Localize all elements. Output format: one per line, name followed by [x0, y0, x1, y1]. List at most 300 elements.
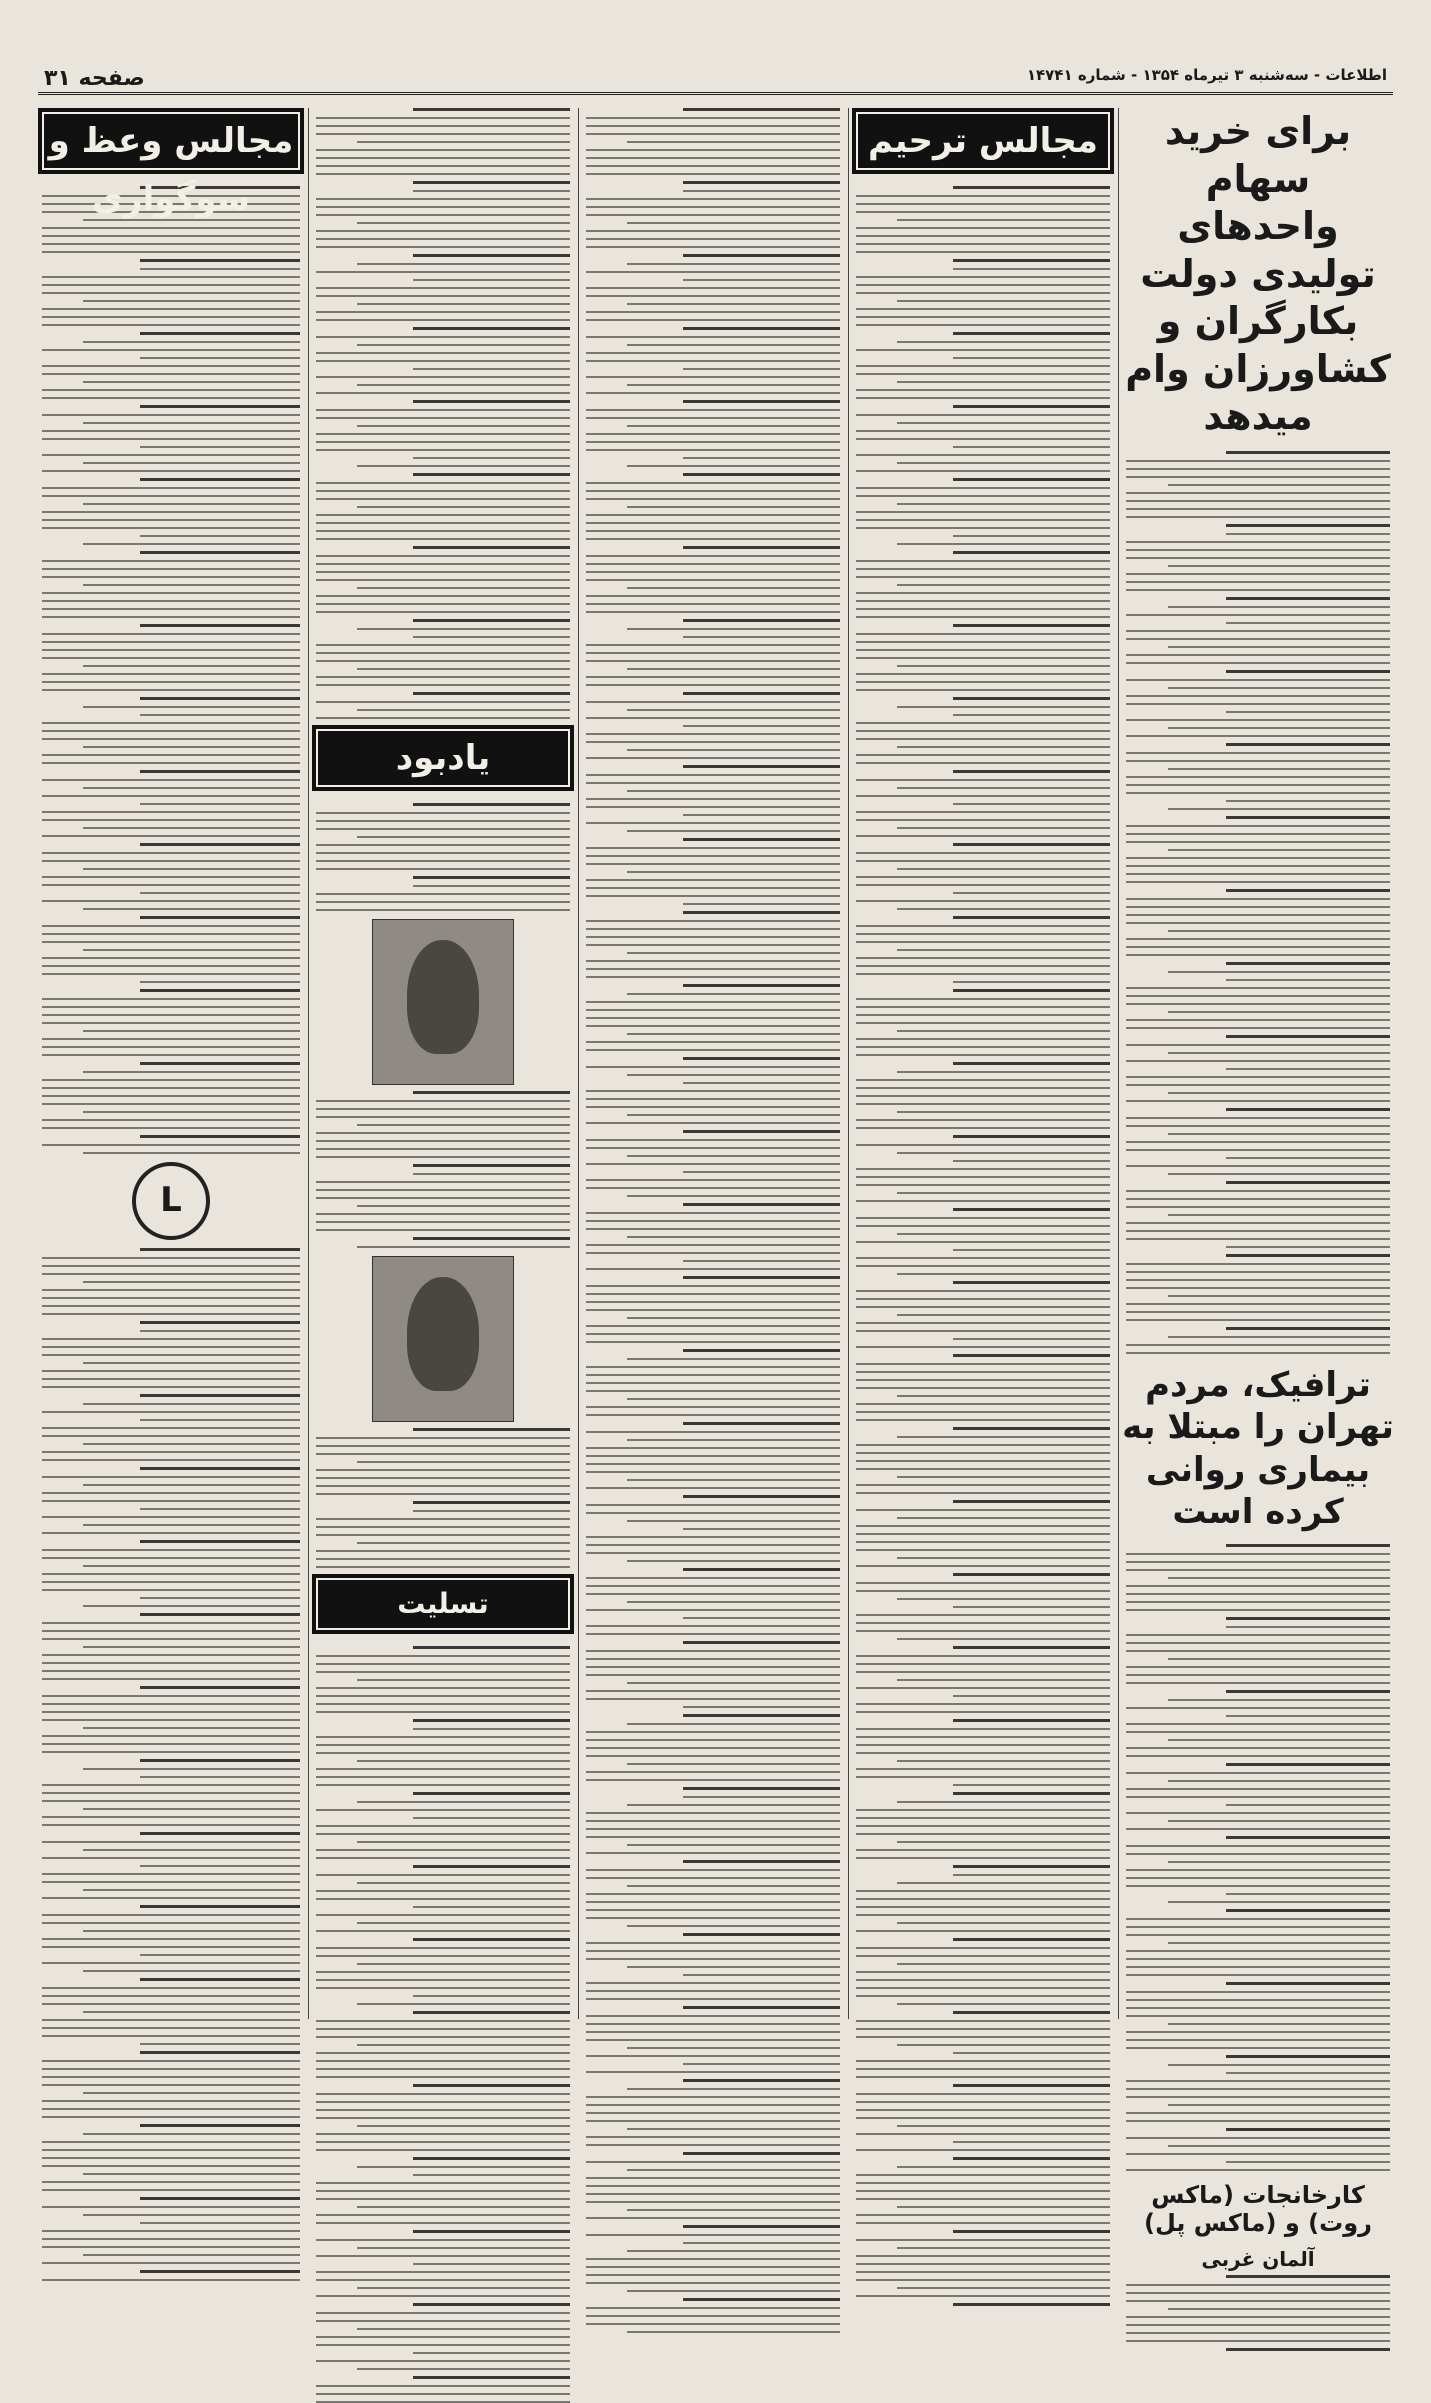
text-line [586, 1431, 840, 1433]
text-line [140, 803, 300, 805]
text-line [586, 1212, 840, 1214]
text-line [683, 181, 840, 184]
text-line [316, 1695, 570, 1697]
text-line [316, 2239, 570, 2241]
text-line [627, 2128, 840, 2130]
text-line [42, 2157, 300, 2159]
text-line [1126, 1287, 1390, 1289]
text-line [1126, 589, 1390, 591]
text-line [42, 965, 300, 967]
text-line [1126, 492, 1390, 494]
text-line [856, 1217, 1110, 1219]
text-line [1126, 1601, 1390, 1603]
text-line [1226, 1157, 1390, 1159]
text-line [357, 709, 570, 711]
text-line [83, 1646, 300, 1648]
text-line [953, 1135, 1110, 1138]
text-line [586, 1049, 840, 1051]
text-line [140, 843, 300, 846]
text-line [856, 1492, 1110, 1494]
text-line [42, 1711, 300, 1713]
text-line [42, 365, 300, 367]
text-line [627, 709, 840, 711]
text-line [1126, 1149, 1390, 1151]
text-line [357, 425, 570, 427]
text-line [1126, 1311, 1390, 1313]
text-line [586, 1950, 840, 1952]
text-line [1168, 565, 1390, 567]
text-line [357, 1124, 570, 1126]
text-line [586, 1471, 840, 1473]
text-line [1126, 1553, 1390, 1555]
text-line [316, 1874, 570, 1876]
text-line [856, 1468, 1110, 1470]
text-line [42, 438, 300, 440]
text-line [586, 1633, 840, 1635]
text-line [316, 563, 570, 565]
text-line [586, 360, 840, 362]
text-line [42, 1800, 300, 1802]
text-line [586, 782, 840, 784]
text-line [357, 1801, 570, 1803]
text-line [316, 538, 570, 540]
text-line [953, 714, 1110, 716]
text-line [316, 2385, 570, 2387]
text-line [586, 1001, 840, 1003]
text-line [683, 1057, 840, 1060]
text-line [856, 203, 1110, 205]
text-line [316, 1221, 570, 1223]
text-line [140, 714, 300, 716]
text-line [83, 1071, 300, 1073]
text-line [897, 1152, 1110, 1154]
text-line [83, 341, 300, 343]
text-line [1126, 2120, 1390, 2122]
headline-loans: برای خرید سهام واحدهای تولیدی دولت بکارگران و کشاورزان وام میدهد [1125, 109, 1391, 438]
text-line [897, 1638, 1110, 1640]
text-line [1226, 800, 1390, 802]
text-line [856, 292, 1110, 294]
text-line [627, 1479, 840, 1481]
text-line [586, 741, 840, 743]
text-line [683, 457, 840, 459]
text-line [683, 279, 840, 281]
text-line [856, 973, 1110, 975]
text-line [1226, 597, 1390, 600]
text-line [627, 1195, 840, 1197]
text-line [683, 190, 840, 192]
text-line [856, 454, 1110, 456]
text-line [1168, 849, 1390, 851]
text-line [357, 1246, 570, 1248]
text-line [627, 668, 840, 670]
text-line [586, 1609, 840, 1611]
notices-list [312, 108, 574, 719]
text-line [856, 738, 1110, 740]
text-line [83, 584, 300, 586]
text-line [42, 1987, 300, 1989]
text-line [316, 1197, 570, 1199]
text-line [357, 2368, 570, 2370]
text-line [140, 989, 300, 992]
text-line [316, 1768, 570, 1770]
text-line [1168, 1901, 1390, 1903]
text-line [586, 579, 840, 581]
text-line [953, 1784, 1110, 1786]
text-line [316, 198, 570, 200]
text-line [586, 1041, 840, 1043]
text-line [586, 2274, 840, 2276]
text-line [897, 949, 1110, 951]
text-line [953, 1719, 1110, 1722]
text-line [83, 1970, 300, 1972]
text-line [316, 165, 570, 167]
text-line [1168, 1336, 1390, 1338]
text-line [42, 1386, 300, 1388]
text-line [140, 332, 300, 335]
text-line [316, 571, 570, 573]
text-line [897, 1801, 1110, 1803]
text-line [1126, 1084, 1390, 1086]
text-line [586, 530, 840, 532]
ad-heading: کارخانجات (ماکس روت) و (ماکس پل) [1144, 2180, 1372, 2237]
text-line [140, 551, 300, 554]
text-line [683, 636, 840, 638]
text-line [1226, 979, 1390, 981]
text-line [42, 1654, 300, 1656]
text-line [357, 2044, 570, 2046]
text-line [42, 925, 300, 927]
text-line [586, 660, 840, 662]
text-line [1126, 614, 1390, 616]
text-line [316, 1558, 570, 1560]
text-line [856, 1022, 1110, 1024]
text-line [856, 1079, 1110, 1081]
text-line [316, 433, 570, 435]
text-line [42, 1824, 300, 1826]
text-line [856, 1890, 1110, 1892]
text-line [316, 522, 570, 524]
text-line [413, 1995, 570, 1997]
text-line [953, 624, 1110, 627]
text-line [627, 465, 840, 467]
text-line [140, 268, 300, 270]
text-line [856, 1330, 1110, 1332]
text-line [1168, 971, 1390, 973]
text-line [856, 957, 1110, 959]
text-line [42, 414, 300, 416]
text-line [856, 1671, 1110, 1673]
text-line [856, 1298, 1110, 1300]
text-line [1168, 1780, 1390, 1782]
text-line [683, 1568, 840, 1571]
article-loans [1122, 451, 1394, 1354]
text-line [856, 673, 1110, 675]
text-line [953, 332, 1110, 335]
text-line [42, 633, 300, 635]
text-line [856, 1176, 1110, 1178]
text-line [586, 1139, 840, 1141]
text-line [316, 1655, 570, 1657]
text-line [953, 1427, 1110, 1430]
text-line [586, 2307, 840, 2309]
text-line [683, 765, 840, 768]
text-line [316, 701, 570, 703]
text-line [856, 560, 1110, 562]
text-line [1126, 914, 1390, 916]
text-line [586, 1593, 840, 1595]
text-line [1126, 1828, 1390, 1830]
text-line [140, 1613, 300, 1616]
text-line [953, 268, 1110, 270]
text-line [586, 1106, 840, 1108]
text-line [1126, 1230, 1390, 1232]
text-line [316, 1914, 570, 1916]
text-line [683, 1706, 840, 1708]
text-line [316, 441, 570, 443]
text-line [357, 222, 570, 224]
text-line [856, 527, 1110, 529]
text-line [1168, 1011, 1390, 1013]
text-line [856, 933, 1110, 935]
text-line [1126, 1117, 1390, 1119]
text-line [42, 397, 300, 399]
text-line [897, 1233, 1110, 1235]
text-line [586, 936, 840, 938]
text-line [586, 2193, 840, 2195]
text-line [316, 1493, 570, 1495]
text-line [683, 984, 840, 987]
text-line [1168, 2023, 1390, 2025]
text-line [42, 430, 300, 432]
text-line [316, 1663, 570, 1665]
text-line [1126, 703, 1390, 705]
text-line [1126, 1999, 1390, 2001]
text-line [1226, 1690, 1390, 1693]
text-line [586, 2039, 840, 2041]
text-line [42, 316, 300, 318]
text-line [316, 336, 570, 338]
text-line [586, 976, 840, 978]
text-line [83, 543, 300, 545]
text-line [42, 1492, 300, 1494]
text-line [586, 1187, 840, 1189]
text-line [413, 2011, 570, 2014]
text-line [1126, 1812, 1390, 1814]
text-line [856, 1817, 1110, 1819]
text-line [586, 555, 840, 557]
text-line [316, 1156, 570, 1158]
text-line [683, 2242, 840, 2244]
text-line [586, 2161, 840, 2163]
notices-list [852, 186, 1114, 2306]
text-line [856, 1103, 1110, 1105]
text-line [316, 1526, 570, 1528]
text-line [856, 414, 1110, 416]
text-line [1126, 1569, 1390, 1571]
text-line [586, 1179, 840, 1181]
text-line [683, 2006, 840, 2009]
text-line [42, 1305, 300, 1307]
text-line [586, 733, 840, 735]
text-line [897, 341, 1110, 343]
text-line [953, 843, 1110, 846]
text-line [953, 1249, 1110, 1251]
text-line [140, 1978, 300, 1981]
text-line [357, 1882, 570, 1884]
text-line [627, 2290, 840, 2292]
text-line [42, 738, 300, 740]
text-line [42, 1622, 300, 1624]
text-line [42, 454, 300, 456]
text-line [42, 1735, 300, 1737]
text-line [586, 1366, 840, 1368]
text-line [856, 641, 1110, 643]
text-line [586, 1869, 840, 1871]
text-line [586, 1406, 840, 1408]
text-line [1126, 2015, 1390, 2017]
text-line [1226, 1068, 1390, 1070]
text-line [627, 587, 840, 589]
text-line [1226, 2348, 1390, 2351]
text-line [1126, 1877, 1390, 1879]
text-line [316, 409, 570, 411]
text-line [1126, 1344, 1390, 1346]
text-line [856, 657, 1110, 659]
text-line [897, 1476, 1110, 1478]
text-line [42, 1881, 300, 1883]
condolence-list [312, 1646, 574, 2403]
text-line [413, 473, 570, 476]
text-line [627, 303, 840, 305]
text-line [316, 1534, 570, 1536]
text-line [1126, 1003, 1390, 1005]
text-line [683, 838, 840, 841]
text-line [627, 2209, 840, 2211]
text-line [140, 405, 300, 408]
text-line [856, 1971, 1110, 1973]
text-line [413, 1428, 570, 1431]
text-line [627, 141, 840, 143]
text-line [42, 1411, 300, 1413]
text-line [413, 546, 570, 549]
text-line [42, 1087, 300, 1089]
text-line [83, 422, 300, 424]
text-line [316, 530, 570, 532]
text-line [316, 595, 570, 597]
text-line [42, 373, 300, 375]
text-line [856, 1014, 1110, 1016]
text-line [83, 462, 300, 464]
text-line [357, 1922, 570, 1924]
text-line [627, 2169, 840, 2171]
text-line [316, 1744, 570, 1746]
text-line [856, 998, 1110, 1000]
section-banner-sermons: مجالس وعظ و سوگواری [38, 108, 304, 174]
text-line [1226, 524, 1390, 527]
text-line [1126, 1885, 1390, 1887]
text-line [42, 1289, 300, 1291]
text-line [316, 2036, 570, 2038]
text-line [627, 1682, 840, 1684]
remembrance-text [312, 803, 574, 911]
text-line [316, 2344, 570, 2346]
text-line [42, 1638, 300, 1640]
text-line [413, 885, 570, 887]
issue-info: اطلاعات - سه‌شنبه ۳ تیرماه ۱۳۵۴ - شماره ۱۴۷۴۱ [1026, 66, 1387, 84]
text-line [953, 1354, 1110, 1357]
text-line [586, 1958, 840, 1960]
text-line [1226, 1626, 1390, 1628]
text-line [140, 2270, 300, 2273]
text-line [586, 1228, 840, 1230]
text-line [1126, 1609, 1390, 1611]
text-line [953, 1500, 1110, 1503]
text-line [413, 2084, 570, 2087]
text-line [140, 1865, 300, 1867]
text-line [42, 1695, 300, 1697]
text-line [683, 108, 840, 111]
text-line [1168, 1133, 1390, 1135]
notices-list [38, 1248, 304, 2281]
text-line [856, 2101, 1110, 2103]
text-line [683, 1422, 840, 1425]
text-line [316, 1979, 570, 1981]
text-line [953, 1208, 1110, 1211]
text-line [1126, 792, 1390, 794]
text-line [586, 1147, 840, 1149]
text-line [1126, 1190, 1390, 1192]
text-line [953, 535, 1110, 537]
text-line [856, 1744, 1110, 1746]
text-line [897, 1030, 1110, 1032]
text-line [42, 1532, 300, 1534]
text-line [140, 2043, 300, 2045]
text-line [586, 1755, 840, 1757]
text-line [586, 2282, 840, 2284]
text-line [140, 357, 300, 359]
text-line [42, 973, 300, 975]
text-line [683, 368, 840, 370]
text-line [316, 360, 570, 362]
text-line [897, 2287, 1110, 2289]
text-line [856, 2263, 1110, 2265]
text-line [1226, 1246, 1390, 1248]
text-line [586, 449, 840, 451]
text-line [42, 998, 300, 1000]
text-line [357, 1760, 570, 1762]
text-line [1126, 1869, 1390, 1871]
text-line [316, 2312, 570, 2314]
text-line [1126, 662, 1390, 664]
text-line [316, 230, 570, 232]
text-line [1126, 1634, 1390, 1636]
text-line [413, 1792, 570, 1795]
text-line [953, 478, 1110, 481]
text-line [856, 438, 1110, 440]
text-line [140, 1467, 300, 1470]
text-line [627, 1114, 840, 1116]
text-line [897, 2003, 1110, 2005]
text-line [413, 1865, 570, 1868]
text-line [586, 1390, 840, 1392]
text-line [586, 603, 840, 605]
text-line [1226, 622, 1390, 624]
text-line [856, 1119, 1110, 1121]
text-line [856, 316, 1110, 318]
text-line [1126, 2088, 1390, 2090]
text-line [42, 1516, 300, 1518]
